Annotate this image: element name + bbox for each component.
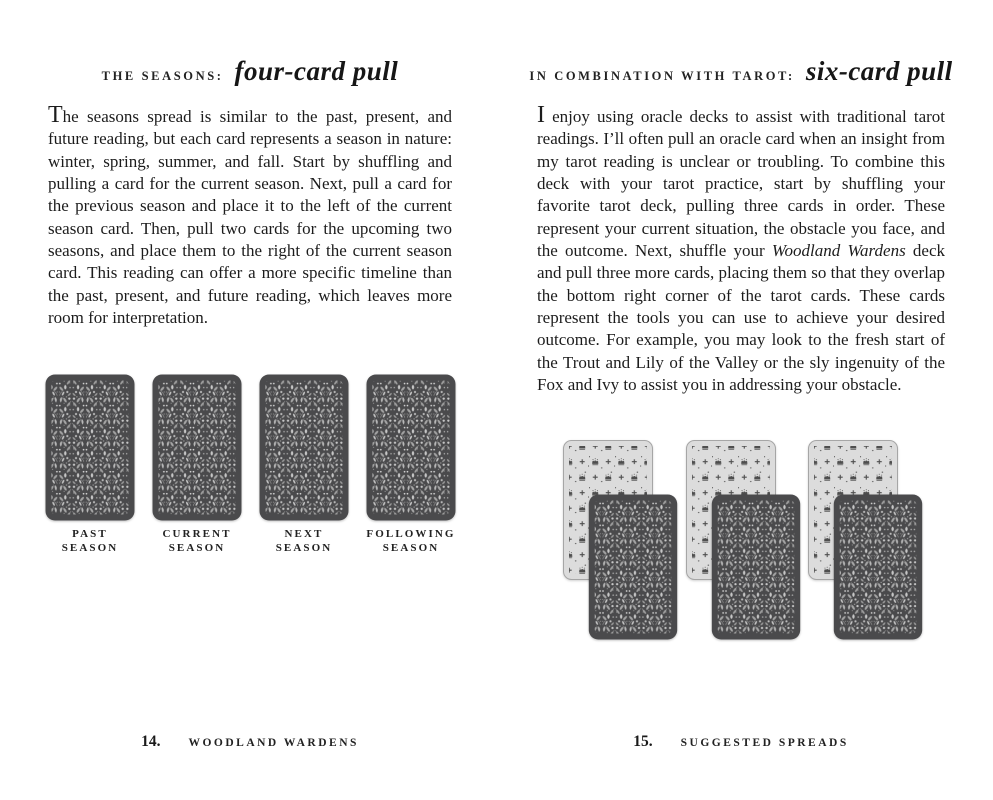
card-label-line: FOLLOWING xyxy=(366,528,456,540)
card-label xyxy=(152,528,242,555)
left-page-header xyxy=(28,56,472,87)
card-label xyxy=(45,528,135,555)
oracle-card-back xyxy=(45,374,135,521)
card-slot-past-season xyxy=(45,374,135,555)
card-pair xyxy=(808,437,924,643)
page-left xyxy=(48,0,456,800)
card-pair xyxy=(686,437,802,643)
card-label-line: PAST xyxy=(72,528,108,540)
card-label-line: SEASON xyxy=(61,541,119,554)
four-card-spread xyxy=(45,374,456,555)
oracle-card-back xyxy=(711,494,801,640)
card-label xyxy=(366,528,456,555)
right-page-footer xyxy=(537,733,945,751)
card-pair xyxy=(563,437,679,643)
oracle-card-back xyxy=(259,374,349,521)
card-label-line: SEASON xyxy=(168,541,226,554)
right-header-kicker: IN COMBINATION WITH TAROT: xyxy=(529,69,795,83)
left-header-title: four-card pull xyxy=(234,56,399,86)
left-page-footer xyxy=(48,733,452,751)
right-header-title: six-card pull xyxy=(805,56,953,86)
right-body-paragraph: I enjoy using oracle decks to assist with traditional tarot readings. I’ll often pull an oracle card when an insight from my tarot reading is unclear or troubling. To combine this deck with your tarot practice, start by shuffling your favorite tarot deck, pulling three cards in order. These represent your current situation, the obstacle you face, and the outcome. Next, shuffle your Woodland Wardens deck and pull three more cards, placing them so that they overlap the bottom right corner of the tarot cards. These cards represent the tools you can use to achieve your desired outcome. For example, you may look to the fresh start of the Trout and Lily of the Valley or the sly ingenuity of the Fox and Ivy to assist you in addressing your obstacle. xyxy=(537,102,945,395)
left-page-number: 14. xyxy=(141,733,161,750)
oracle-card-back xyxy=(366,374,456,521)
right-page-header xyxy=(517,56,965,87)
card-slot-next-season xyxy=(259,374,349,555)
card-slot-current-season xyxy=(152,374,242,555)
oracle-card-back xyxy=(588,494,678,640)
card-label-line: SEASON xyxy=(275,541,333,554)
left-body-paragraph: The seasons spread is similar to the past, present, and future reading, but each card represents a season in nature: winter, spring, summer, and fall. Start by shuffling and pulling a card for the current season. Next, pull a card for the previous season and place it to the left of the current season card. Then, pull two cards for the upcoming two seasons, and place them to the right of the current season card. This reading can offer a more specific timeline than the past, present, and future reading, which leaves more room for interpretation. xyxy=(48,102,452,328)
card-label-line: NEXT xyxy=(284,528,324,540)
card-label xyxy=(259,528,349,555)
card-slot-following-season xyxy=(366,374,456,555)
right-running-title: SUGGESTED SPREADS xyxy=(680,737,849,749)
oracle-card-back xyxy=(833,494,923,640)
card-label-line: SEASON xyxy=(382,541,440,554)
right-page-number: 15. xyxy=(633,733,653,750)
oracle-card-back xyxy=(152,374,242,521)
left-running-title: WOODLAND WARDENS xyxy=(188,737,359,749)
left-header-kicker: THE SEASONS: xyxy=(101,69,224,83)
six-card-spread xyxy=(537,437,945,643)
card-label-line: CURRENT xyxy=(162,528,232,540)
page-right xyxy=(529,0,953,800)
